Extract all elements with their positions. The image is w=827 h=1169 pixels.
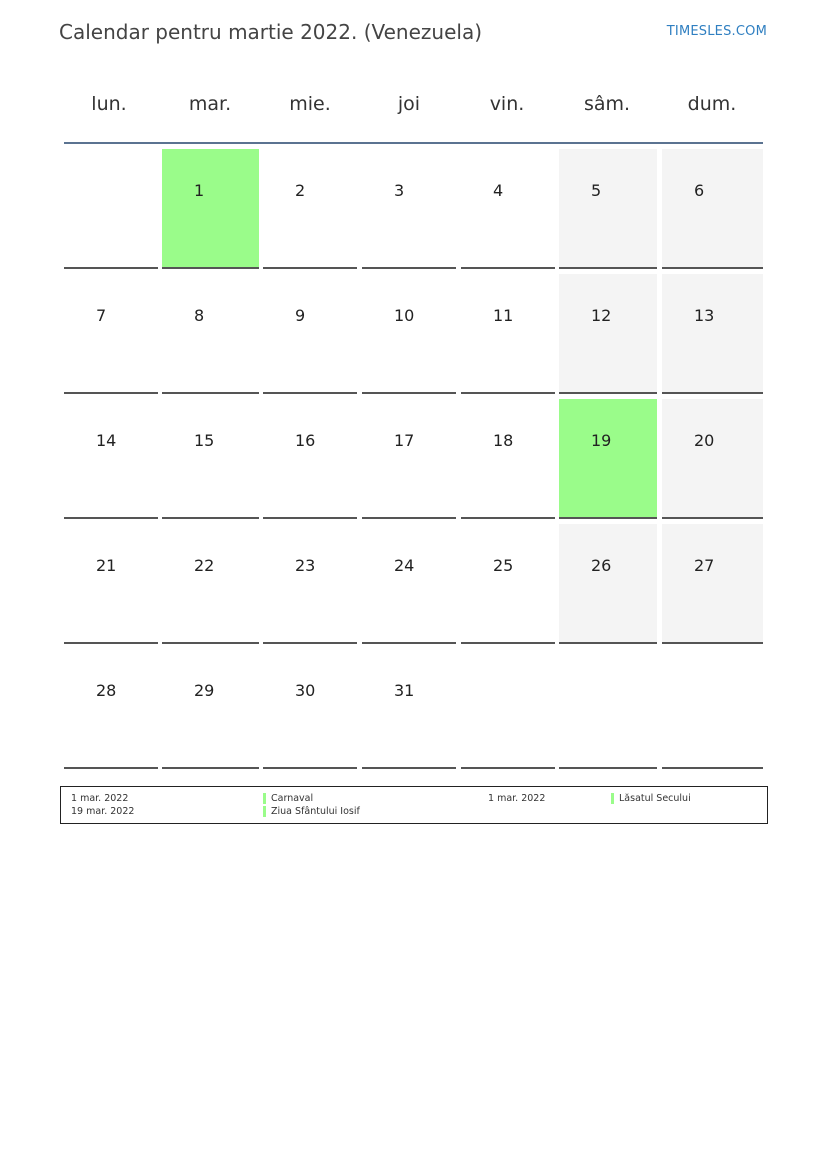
day-cell[interactable] bbox=[162, 649, 259, 769]
day-cell[interactable] bbox=[461, 274, 555, 394]
day-number: 20 bbox=[694, 431, 715, 450]
day-cell[interactable] bbox=[662, 399, 763, 519]
page-title: Calendar pentru martie 2022. (Venezuela) bbox=[59, 20, 483, 44]
day-cell bbox=[559, 649, 657, 769]
day-cell[interactable] bbox=[263, 149, 357, 269]
day-cell[interactable] bbox=[64, 399, 158, 519]
brand-link[interactable]: TIMESLES.COM bbox=[666, 24, 767, 39]
day-cell[interactable] bbox=[362, 524, 456, 644]
day-number: 15 bbox=[194, 431, 215, 450]
weekday-wed: mie. bbox=[289, 93, 331, 115]
day-cell[interactable] bbox=[64, 649, 158, 769]
legend-holiday-marker bbox=[263, 793, 266, 804]
day-number: 31 bbox=[394, 681, 415, 700]
weekday-mon: lun. bbox=[91, 93, 127, 115]
day-cell[interactable] bbox=[662, 524, 763, 644]
holiday-legend bbox=[60, 786, 768, 824]
day-cell[interactable] bbox=[64, 524, 158, 644]
day-cell[interactable] bbox=[559, 399, 657, 519]
weekday-tue: mar. bbox=[188, 93, 232, 115]
day-number: 7 bbox=[96, 306, 107, 325]
day-number: 14 bbox=[96, 431, 117, 450]
day-number: 24 bbox=[394, 556, 415, 575]
legend-date: 1 mar. 2022 bbox=[488, 793, 546, 804]
day-number: 22 bbox=[194, 556, 215, 575]
day-number: 12 bbox=[591, 306, 612, 325]
day-number: 10 bbox=[394, 306, 415, 325]
day-number: 13 bbox=[694, 306, 715, 325]
day-number: 19 bbox=[591, 431, 612, 450]
day-number: 4 bbox=[493, 181, 504, 200]
day-number: 29 bbox=[194, 681, 215, 700]
day-number: 2 bbox=[295, 181, 306, 200]
day-number: 5 bbox=[591, 181, 602, 200]
weekday-fri: vin. bbox=[489, 93, 525, 115]
day-number: 16 bbox=[295, 431, 316, 450]
day-cell[interactable] bbox=[64, 274, 158, 394]
day-cell[interactable] bbox=[362, 399, 456, 519]
day-cell bbox=[64, 149, 158, 269]
day-cell[interactable] bbox=[559, 149, 657, 269]
day-number: 25 bbox=[493, 556, 514, 575]
day-cell[interactable] bbox=[461, 149, 555, 269]
day-number: 21 bbox=[96, 556, 117, 575]
day-number: 23 bbox=[295, 556, 316, 575]
day-number: 28 bbox=[96, 681, 117, 700]
header-divider bbox=[64, 142, 763, 144]
day-cell[interactable] bbox=[461, 399, 555, 519]
day-number: 1 bbox=[194, 181, 205, 200]
day-number: 27 bbox=[694, 556, 715, 575]
day-cell[interactable] bbox=[162, 274, 259, 394]
day-number: 11 bbox=[493, 306, 514, 325]
day-number: 18 bbox=[493, 431, 514, 450]
day-cell[interactable] bbox=[362, 274, 456, 394]
weekday-sat: sâm. bbox=[583, 93, 631, 115]
day-cell[interactable] bbox=[263, 274, 357, 394]
day-cell[interactable] bbox=[559, 274, 657, 394]
day-cell[interactable] bbox=[162, 149, 259, 269]
day-cell[interactable] bbox=[461, 524, 555, 644]
weekday-sun: dum. bbox=[687, 93, 737, 115]
legend-date: 19 mar. 2022 bbox=[71, 806, 135, 817]
day-cell[interactable] bbox=[362, 149, 456, 269]
day-cell[interactable] bbox=[559, 524, 657, 644]
day-number: 9 bbox=[295, 306, 306, 325]
day-number: 6 bbox=[694, 181, 705, 200]
legend-holiday-name: Carnaval bbox=[271, 793, 314, 804]
legend-date: 1 mar. 2022 bbox=[71, 793, 129, 804]
day-cell[interactable] bbox=[662, 149, 763, 269]
day-number: 8 bbox=[194, 306, 205, 325]
day-cell[interactable] bbox=[263, 649, 357, 769]
day-cell[interactable] bbox=[362, 649, 456, 769]
legend-holiday-marker bbox=[611, 793, 614, 804]
day-cell bbox=[461, 649, 555, 769]
day-number: 17 bbox=[394, 431, 415, 450]
day-number: 30 bbox=[295, 681, 316, 700]
legend-holiday-name: Ziua Sfântului Iosif bbox=[271, 806, 360, 817]
day-cell bbox=[662, 649, 763, 769]
legend-holiday-name: Lăsatul Secului bbox=[619, 793, 691, 804]
day-cell[interactable] bbox=[162, 524, 259, 644]
day-number: 3 bbox=[394, 181, 405, 200]
day-cell[interactable] bbox=[662, 274, 763, 394]
weekday-header-row bbox=[60, 88, 767, 120]
weekday-thu: joi bbox=[397, 93, 421, 115]
day-number: 26 bbox=[591, 556, 612, 575]
day-cell[interactable] bbox=[263, 399, 357, 519]
legend-holiday-marker bbox=[263, 806, 266, 817]
day-cell[interactable] bbox=[263, 524, 357, 644]
day-cell[interactable] bbox=[162, 399, 259, 519]
